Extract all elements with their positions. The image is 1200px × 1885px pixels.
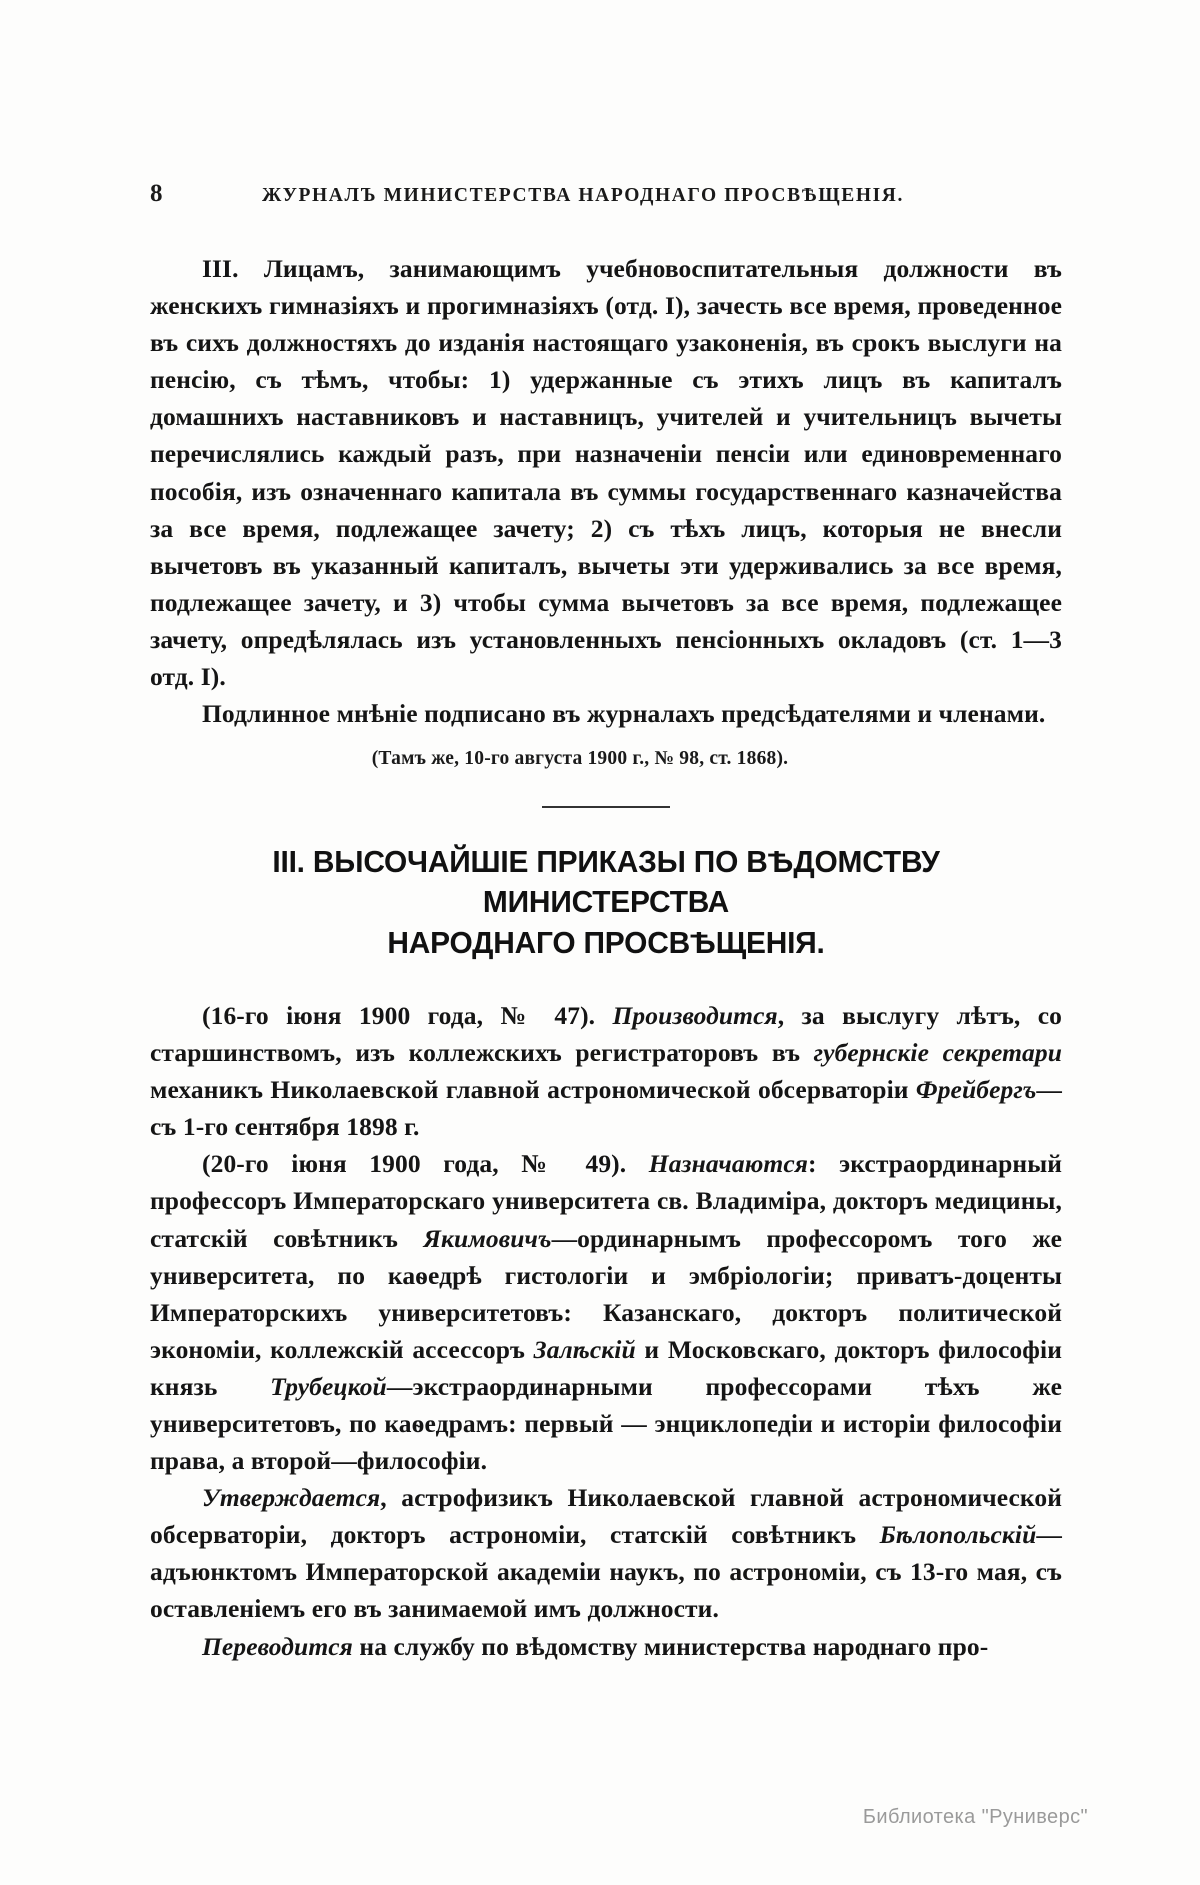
emphasis-text: губернскіе секретари xyxy=(813,1038,1062,1068)
paragraph-text: (20-го іюня 1900 года, № 49). xyxy=(202,1149,649,1179)
running-title: ЖУРНАЛЪ МИНИСТЕРСТВА НАРОДНАГО ПРОСВѢЩЕНІЯ. xyxy=(262,185,904,206)
paragraph-text: —экстраординарными профессорами тѣхъ же университетовъ, по каѳедрамъ: первый — энциклопедіи и исторіи философіи права, а второй—философіи. xyxy=(150,1371,1063,1476)
emphasis-text: Переводится xyxy=(202,1631,353,1661)
page-content xyxy=(150,180,1062,1665)
order-paragraph xyxy=(150,1145,1062,1479)
emphasis-text: Производится xyxy=(612,1000,778,1030)
heading-line-1: III. ВЫСОЧАЙШІЕ ПРИКАЗЫ ПО ВѢДОМСТВУ МИНИСТЕРСТВА xyxy=(272,845,940,920)
emphasis-text: Назначаются xyxy=(648,1149,809,1179)
paragraph-signature-note: Подлинное мнѣніе подписано въ журналахъ предсѣдателями и членами. xyxy=(202,699,1046,729)
paragraph-text: , за выслугу лѣтъ, со старшинствомъ, изъ коллежскихъ регистраторовъ въ xyxy=(150,1000,1062,1068)
emphasis-text: Бѣлопольскій xyxy=(879,1520,1037,1550)
source-citation: (Тамъ же, 10-го августа 1900 г., № 98, ст. 1868). xyxy=(371,748,789,770)
emphasis-text: Якимовичъ xyxy=(423,1223,552,1253)
page-number: 8 xyxy=(150,180,163,207)
paragraph-iii: III. Лицамъ, занимающимъ учебновоспитательныя должности въ женскихъ гимназіяхъ и прогимназіяхъ (отд. I), зачесть все время, проведенное въ сихъ должностяхъ до изданія настоящаго узаконенія, въ срокъ выслуги на пенсію, съ тѣмъ, чтобы: 1) удержанные съ этихъ лицъ въ капиталъ домашнихъ наставниковъ и наставницъ, учителей и учительницъ вычеты перечислялись каждый разъ, при назначеніи пенсіи или единовременнаго пособія, изъ означеннаго капитала въ суммы государственнаго казначейства за все время, подлежащее зачету; 2) съ тѣхъ лицъ, которыя не внесли вычетовъ въ указанный капиталъ, вычеты эти удерживались за все время, подлежащее зачету, и 3) чтобы сумма вычетовъ за все время, подлежащее зачету, опредѣлялась изъ установленныхъ пенсіонныхъ окладовъ (ст. 1—3 отд. I). xyxy=(150,254,1062,692)
paragraph-text: и Московскаго, докторъ философіи князь xyxy=(150,1334,1062,1401)
order-paragraph xyxy=(150,1628,1062,1665)
order-paragraph xyxy=(150,1479,1062,1627)
paragraph-text: —съ 1-го сентября 1898 г. xyxy=(150,1075,1062,1142)
section-divider xyxy=(542,806,670,808)
library-watermark: Библиотека "Руниверс" xyxy=(862,1806,1088,1828)
emphasis-text: Трубецкой xyxy=(270,1371,387,1401)
paragraph-text: —ординарнымъ профессоромъ того же университета, по каѳедрѣ гистологіи и эмбріологіи; приватъ-доценты Императорскихъ университетовъ: Казанскаго, докторъ политической экономіи, коллежскій ассессоръ xyxy=(150,1223,1062,1364)
paragraph-text: (16-го іюня 1900 года, № 47). xyxy=(202,1000,613,1030)
section-one xyxy=(150,250,1062,770)
section-two-heading xyxy=(159,842,1053,963)
paragraph-text: механикъ Николаевской главной астрономической обсерваторіи xyxy=(150,1075,916,1105)
emphasis-text: Утверждается xyxy=(202,1483,381,1513)
running-head xyxy=(150,180,1062,208)
section-two-body xyxy=(150,997,1062,1665)
paragraph-text: на службу по вѣдомству министерства народнаго про- xyxy=(352,1631,989,1661)
paragraph-text: —адъюнктомъ Императорской академіи наукъ, по астрономіи, съ 13-го мая, съ оставленіемъ его въ занимаемой имъ должности. xyxy=(150,1520,1062,1624)
paragraph-text: : экстраординарный профессоръ Императорскаго университета св. Владиміра, докторъ медицины, статскій совѣтникъ xyxy=(150,1149,1062,1253)
heading-line-2: НАРОДНАГО ПРОСВѢЩЕНІЯ. xyxy=(387,925,825,960)
paragraph-text: , астрофизикъ Николаевской главной астрономической обсерваторіи, докторъ астрономіи, статскій совѣтникъ xyxy=(150,1483,1062,1550)
emphasis-text: Фрейбергъ xyxy=(915,1075,1037,1105)
order-paragraph xyxy=(150,997,1062,1145)
emphasis-text: Залѣскій xyxy=(533,1334,636,1364)
